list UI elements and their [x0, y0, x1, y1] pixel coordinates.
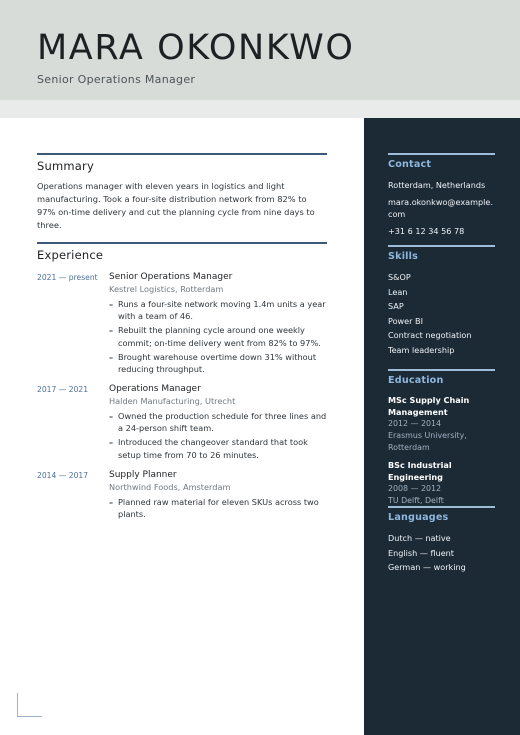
job-entry: [37, 383, 327, 463]
languages-section: [388, 506, 495, 575]
sidebar-divider: [388, 506, 495, 508]
skill-item: Power BI: [388, 315, 423, 326]
job-bullet: – Owned the production schedule for three lines and a 24-person shift team.: [109, 410, 327, 435]
contact-section: [388, 153, 495, 238]
job-company: Kestrel Logistics, Rotterdam: [109, 284, 224, 294]
job-bullet: – Planned raw material for eleven SKUs across two plants.: [109, 496, 327, 521]
header-band: [0, 100, 520, 118]
education-section: [388, 369, 495, 512]
job-title: Senior Operations Manager: [109, 272, 233, 282]
education-heading: Education: [388, 375, 444, 386]
languages-heading: Languages: [388, 512, 449, 523]
job-bullet: – Runs a four-site network moving 1.4m units a year with a team of 46.: [109, 298, 327, 323]
job-bullet: – Rebuilt the planning cycle around one weekly commit; on-time delivery went from 82% to 97%.: [109, 324, 327, 349]
job-bullets: [109, 410, 327, 461]
language-item: German — working: [388, 562, 466, 573]
job-company: Northwind Foods, Amsterdam: [109, 481, 231, 492]
experience-heading: Experience: [37, 248, 104, 262]
skill-item: Contract negotiation: [388, 330, 472, 341]
job-dates: 2017 — 2021: [37, 384, 89, 394]
section-divider: [37, 242, 327, 244]
experience-section: [37, 242, 327, 522]
main-column: [37, 153, 327, 528]
sidebar-divider: [388, 245, 495, 247]
sidebar-divider: [388, 153, 495, 155]
sidebar-divider: [388, 369, 495, 371]
job-bullet: – Introduced the changeover standard that took setup time from 70 to 26 minutes.: [109, 436, 327, 461]
skill-item: SAP: [388, 301, 404, 312]
header-banner: [0, 0, 520, 100]
job-dates: 2014 — 2017: [37, 470, 89, 480]
education-entry: [388, 394, 495, 454]
job-bullets: [109, 496, 327, 521]
job-bullets: [109, 298, 327, 375]
job-company: Halden Manufacturing, Utrecht: [109, 395, 236, 406]
candidate-name: MARA OKONKWO: [37, 28, 355, 68]
education-years: 2012 — 2014: [388, 419, 442, 428]
education-degree: MSc Supply Chain Management: [388, 395, 470, 417]
skills-section: [388, 245, 495, 358]
skill-item: Team leadership: [388, 344, 455, 355]
skill-item: Lean: [388, 286, 408, 297]
job-entry: [37, 469, 327, 522]
contact-email[interactable]: mara.okonkwo@example.com: [388, 196, 493, 220]
job-title: Supply Planner: [109, 469, 177, 480]
job-title: Operations Manager: [109, 383, 201, 394]
summary-section: [37, 153, 327, 232]
education-school: TU Delft, Delft: [388, 496, 444, 505]
sidebar: [364, 118, 520, 735]
education-school: Erasmus University, Rotterdam: [388, 431, 467, 452]
education-entry: [388, 459, 495, 507]
summary-text: Operations manager with eleven years in logistics and light manufacturing. Took a four-site distribution network from 82% to 97% on-time delivery and cut the planning cycle from nine days to three.: [37, 181, 315, 230]
contact-location: Rotterdam, Netherlands: [388, 180, 486, 190]
candidate-headline: Senior Operations Manager: [37, 73, 196, 86]
language-item: English — fluent: [388, 547, 454, 558]
skill-item: S&OP: [388, 272, 411, 282]
job-entry: [37, 271, 327, 377]
education-degree: BSc Industrial Engineering: [388, 460, 452, 482]
language-item: Dutch — native: [388, 533, 451, 543]
job-dates: 2021 — present: [37, 273, 98, 282]
contact-heading: Contact: [388, 159, 432, 170]
skills-heading: Skills: [388, 251, 419, 262]
summary-heading: Summary: [37, 159, 94, 173]
contact-phone[interactable]: +31 6 12 34 56 78: [388, 225, 465, 236]
job-bullet: – Brought warehouse overtime down 31% without reducing throughput.: [109, 351, 327, 376]
education-years: 2008 — 2012: [388, 484, 442, 493]
corner-bracket-decoration: [17, 693, 42, 717]
section-divider: [37, 153, 327, 155]
